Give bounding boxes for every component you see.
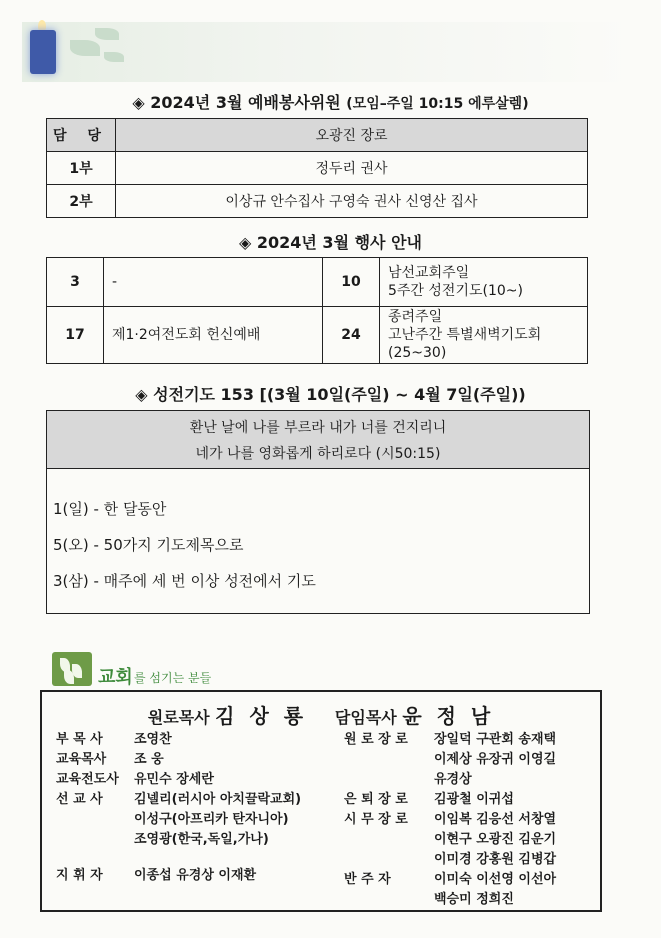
staff-label: 부 목 사 (56, 732, 103, 747)
table-cell: 오광진 장로 (116, 119, 588, 152)
event-line: 5주간 성전기도(10~) (388, 283, 523, 299)
leaf-decoration (70, 40, 100, 56)
event-line: 종려주일 (388, 309, 443, 325)
table-cell: 이상규 안수집사 구영숙 권사 신영산 집사 (116, 185, 588, 218)
events-table (46, 257, 588, 364)
table-cell: 24 (323, 307, 380, 364)
list-item: 5(오) - 50가지 기도제목으로 (53, 536, 244, 554)
table-cell: 1부 (47, 152, 116, 185)
staff-label: 반 주 자 (344, 872, 391, 887)
staff-names: 이제상 유장귀 이영길 (434, 752, 557, 767)
table-cell: - (104, 258, 323, 307)
staff-names: 이미숙 이선영 이선아 (434, 872, 557, 887)
events-title: ◈ 2024년 3월 행사 안내 (239, 233, 422, 252)
staff-names: 이성구(아프리카 탄자니아) (134, 812, 289, 827)
table-cell: 10 (323, 258, 380, 307)
table-cell (380, 307, 588, 364)
staff-names: 조 웅 (134, 752, 164, 767)
list-item: 1(일) - 한 달동안 (53, 500, 167, 518)
event-line: (25~30) (388, 345, 447, 361)
table-row (47, 307, 588, 364)
service-title: ◈ 2024년 3월 예배봉사위원 (모임–주일 10:15 에루살렘) (132, 93, 529, 112)
church-subtitle: 를 섬기는 분들 (134, 671, 212, 685)
staff-names: 조영찬 (134, 732, 172, 747)
staff-names: 조영광(한국,독일,가나) (134, 832, 269, 847)
pastors-heading: 원로목사 김 상 룡 담임목사 윤 정 남 (147, 704, 495, 728)
table-cell (380, 258, 588, 307)
leaves-icon (52, 652, 92, 686)
staff-names: 유민수 장세란 (134, 772, 214, 787)
staff-names: 김광철 이귀섭 (434, 792, 514, 807)
prayer-list (47, 469, 589, 599)
event-line: 고난주간 특별새벽기도회 (388, 327, 542, 343)
table-cell: 담 당 (47, 119, 116, 152)
table-cell: 제1·2여전도회 헌신예배 (104, 307, 323, 364)
service-table (46, 118, 588, 218)
staff-label: 교육전도사 (56, 772, 119, 787)
staff-names: 이종섭 유경상 이재환 (134, 868, 257, 883)
table-cell: 3 (47, 258, 104, 307)
verse-line: 네가 나를 영화롭게 하리로다 (시50:15) (195, 446, 441, 462)
table-row (47, 185, 588, 218)
staff-names: 백승미 정희진 (434, 892, 514, 907)
staff-names: 이현구 오광진 김운기 (434, 832, 557, 847)
list-item: 3(삼) - 매주에 세 번 이상 성전에서 기도 (53, 572, 316, 590)
staff-label: 지 휘 자 (56, 868, 103, 883)
staff-label: 시 무 장 로 (344, 812, 408, 827)
staff-names: 이임복 김응선 서창열 (434, 812, 557, 827)
staff-names: 유경상 (434, 772, 472, 787)
staff-label: 은 퇴 장 로 (344, 792, 408, 807)
prayer-box (46, 410, 590, 614)
table-cell: 2부 (47, 185, 116, 218)
table-row (47, 258, 588, 307)
staff-names: 김넬리(러시아 아치끌락교회) (134, 792, 302, 807)
verse-line: 환난 날에 나를 부르라 내가 너를 건지리니 (189, 420, 447, 436)
church-title: 교회 (98, 667, 133, 688)
staff-label: 교육목사 (56, 752, 107, 767)
staff-names: 장일덕 구관회 송재택 (434, 732, 557, 747)
event-line: 남선교회주일 (388, 265, 470, 281)
staff-label: 선 교 사 (56, 792, 103, 807)
table-row (47, 152, 588, 185)
table-cell: 정두리 권사 (116, 152, 588, 185)
prayer-verse (47, 411, 589, 469)
staff-box (40, 690, 602, 912)
staff-label: 원 로 장 로 (344, 732, 408, 747)
leaf-decoration (95, 28, 119, 40)
prayer-title: ◈ 성전기도 153 [(3월 10일(주일) ~ 4월 7일(주일)) (135, 385, 526, 404)
staff-names: 이미경 강홍원 김병갑 (434, 852, 557, 867)
table-row (47, 119, 588, 152)
table-cell: 17 (47, 307, 104, 364)
candle-icon (30, 30, 56, 74)
leaf-decoration (104, 52, 124, 62)
